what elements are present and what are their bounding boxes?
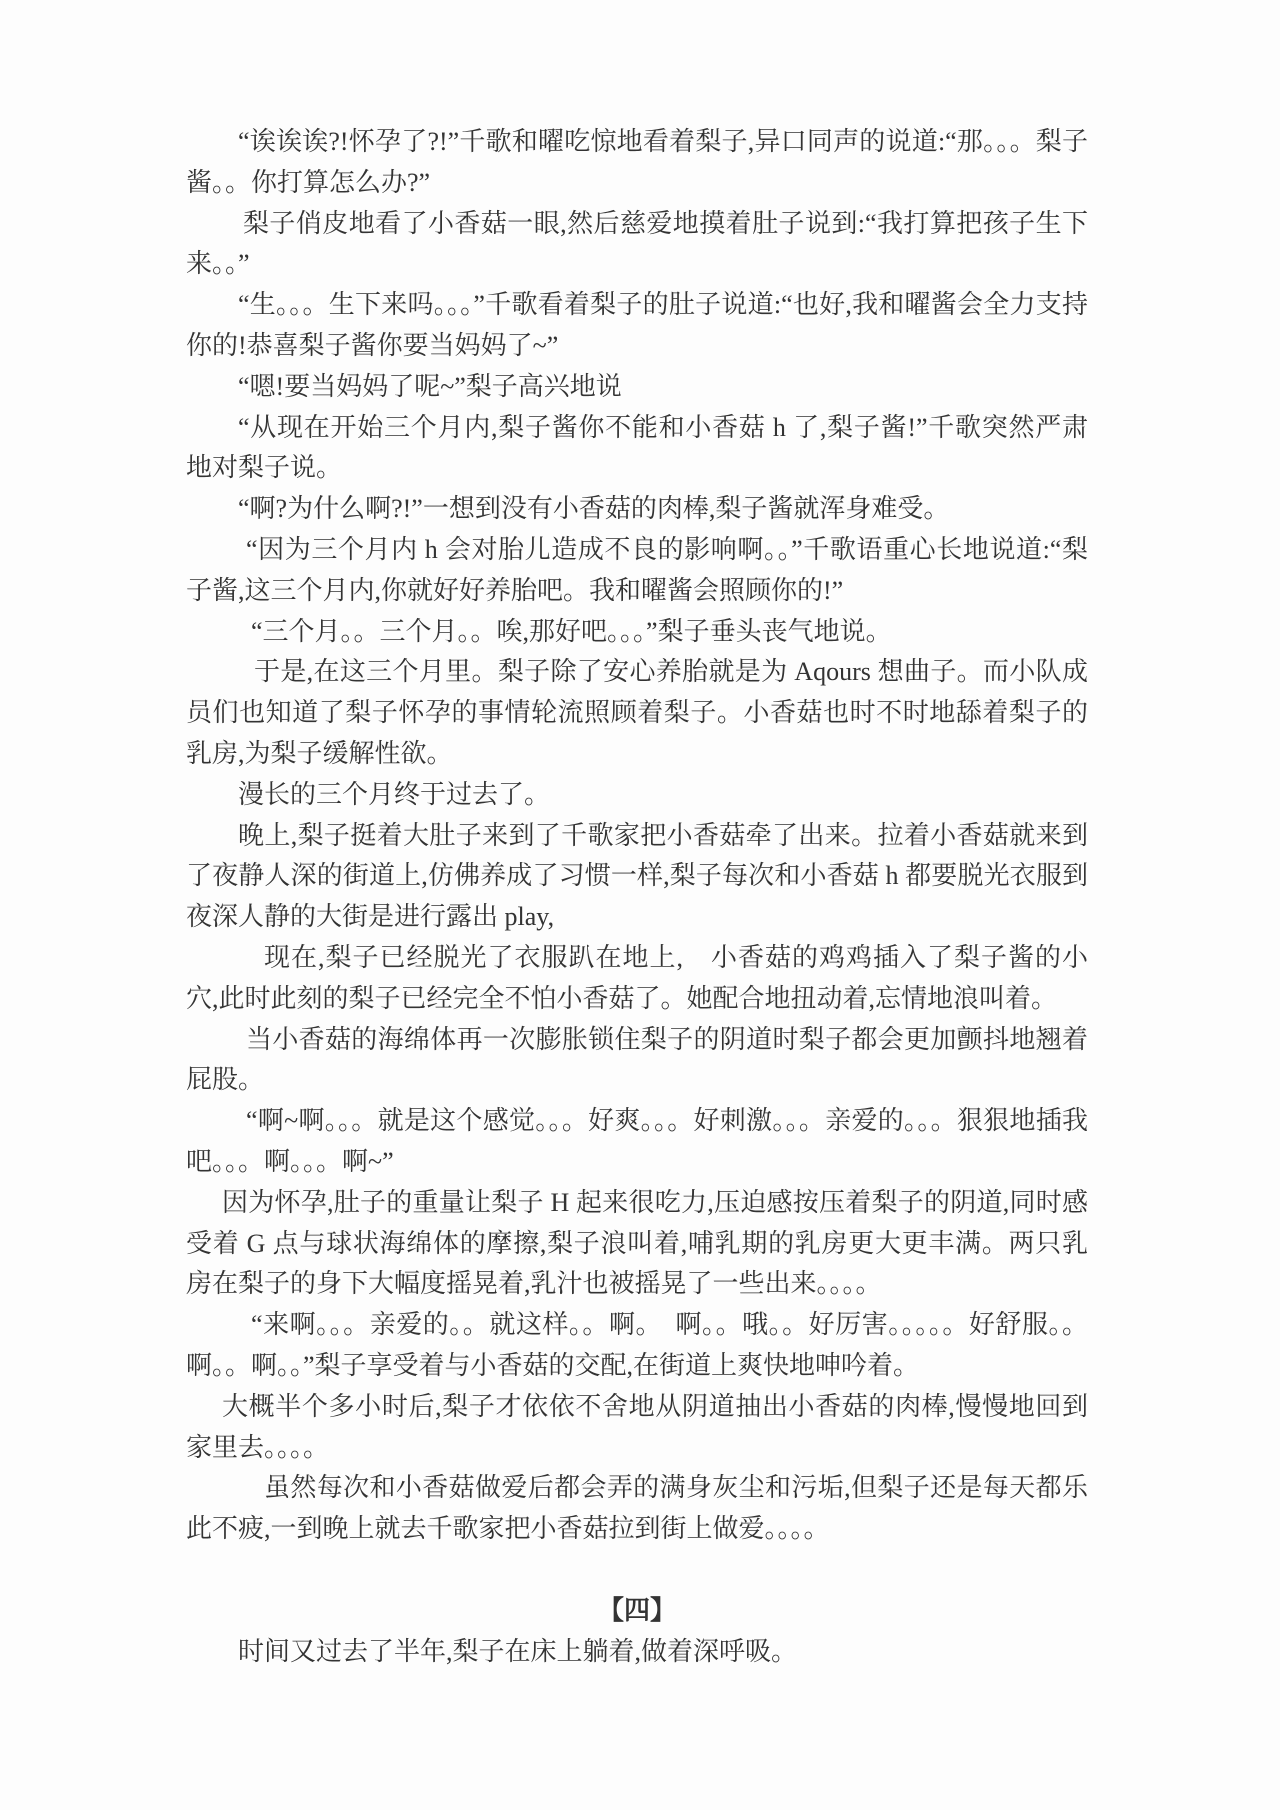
- paragraph-16: “来啊。。。亲爱的。。就这样。。啊。 啊。。哦。。好厉害。。。。。好舒服。。啊。。啊。。”梨子享受着与小香菇的交配,在街道上爽快地呻吟着。: [186, 1310, 1088, 1380]
- paragraph-12: 现在,梨子已经脱光了衣服趴在地上, 小香菇的鸡鸡插入了梨子酱的小穴,此时此刻的梨子已经完全不怕小香菇了。她配合地扭动着,忘情地浪叫着。: [186, 942, 1088, 1013]
- paragraph-5: “从现在开始三个月内,梨子酱你不能和小香菇 h 了,梨子酱!”千歌突然严肃地对梨子说。: [186, 412, 1088, 483]
- closing-paragraph: 时间又过去了半年,梨子在床上躺着,做着深呼吸。: [238, 1636, 798, 1666]
- paragraph-7: “因为三个月内 h 会对胎儿造成不良的影响啊。。”千歌语重心长地说道:“梨子酱,这三个月内,你就好好养胎吧。我和曜酱会照顾你的!”: [186, 534, 1088, 605]
- paragraph-13: 当小香菇的海绵体再一次膨胀锁住梨子的阴道时梨子都会更加颤抖地翘着屁股。: [186, 1024, 1088, 1095]
- paragraph-6: “啊?为什么啊?!”一想到没有小香菇的肉棒,梨子酱就浑身难受。: [238, 494, 950, 524]
- paragraph-3: “生。。。生下来吗。。。”千歌看着梨子的肚子说道:“也好,我和曜酱会全力支持你的!恭喜梨子酱你要当妈妈了~”: [186, 290, 1088, 360]
- paragraph-9: 于是,在这三个月里。梨子除了安心养胎就是为 Aqours 想曲子。而小队成员们也知道了梨子怀孕的事情轮流照顾着梨子。小香菇也时不时地舔着梨子的乳房,为梨子缓解性欲。: [186, 657, 1088, 768]
- paragraph-15: 因为怀孕,肚子的重量让梨子 H 起来很吃力,压迫感按压着梨子的阴道,同时感受着 G 点与球状海绵体的摩擦,梨子浪叫着,哺乳期的乳房更大更丰满。两只乳房在梨子的身下大幅度摇晃着,乳汁也被摇晃了一些出来。。。。: [186, 1187, 1088, 1299]
- paragraph-17: 大概半个多小时后,梨子才依依不舍地从阴道抽出小香菇的肉棒,慢慢地回到家里去。。。。: [186, 1391, 1088, 1462]
- paragraph-11: 晚上,梨子挺着大肚子来到了千歌家把小香菇牵了出来。拉着小香菇就来到了夜静人深的街道上,仿佛养成了习惯一样,梨子每次和小香菇 h 都要脱光衣服到夜深人静的大街是进行露出 play,: [186, 820, 1088, 932]
- paragraph-14: “啊~啊。。。就是这个感觉。。。好爽。。。好刺激。。。亲爱的。。。狠狠地插我吧。。。啊。。。啊~”: [186, 1106, 1088, 1176]
- paragraph-8: “三个月。。三个月。。唉,那好吧。。。”梨子垂头丧气地说。: [251, 616, 892, 646]
- paragraph-4: “嗯!要当妈妈了呢~”梨子高兴地说: [238, 371, 622, 401]
- paragraph-10: 漫长的三个月终于过去了。: [238, 779, 551, 809]
- paragraph-18: 虽然每次和小香菇做爱后都会弄的满身灰尘和污垢,但梨子还是每天都乐此不疲,一到晚上就去千歌家把小香菇拉到街上做爱。。。。: [186, 1473, 1088, 1544]
- document-content: [186, 122, 1088, 1672]
- paragraph-2: 梨子俏皮地看了小香菇一眼,然后慈爱地摸着肚子说到:“我打算把孩子生下来。。”: [186, 208, 1088, 279]
- section-heading: 【四】: [597, 1595, 676, 1625]
- paragraph-1: “诶诶诶?!怀孕了?!”千歌和曜吃惊地看着梨子,异口同声的说道:“那。。。梨子酱。。你打算怎么办?”: [186, 127, 1088, 197]
